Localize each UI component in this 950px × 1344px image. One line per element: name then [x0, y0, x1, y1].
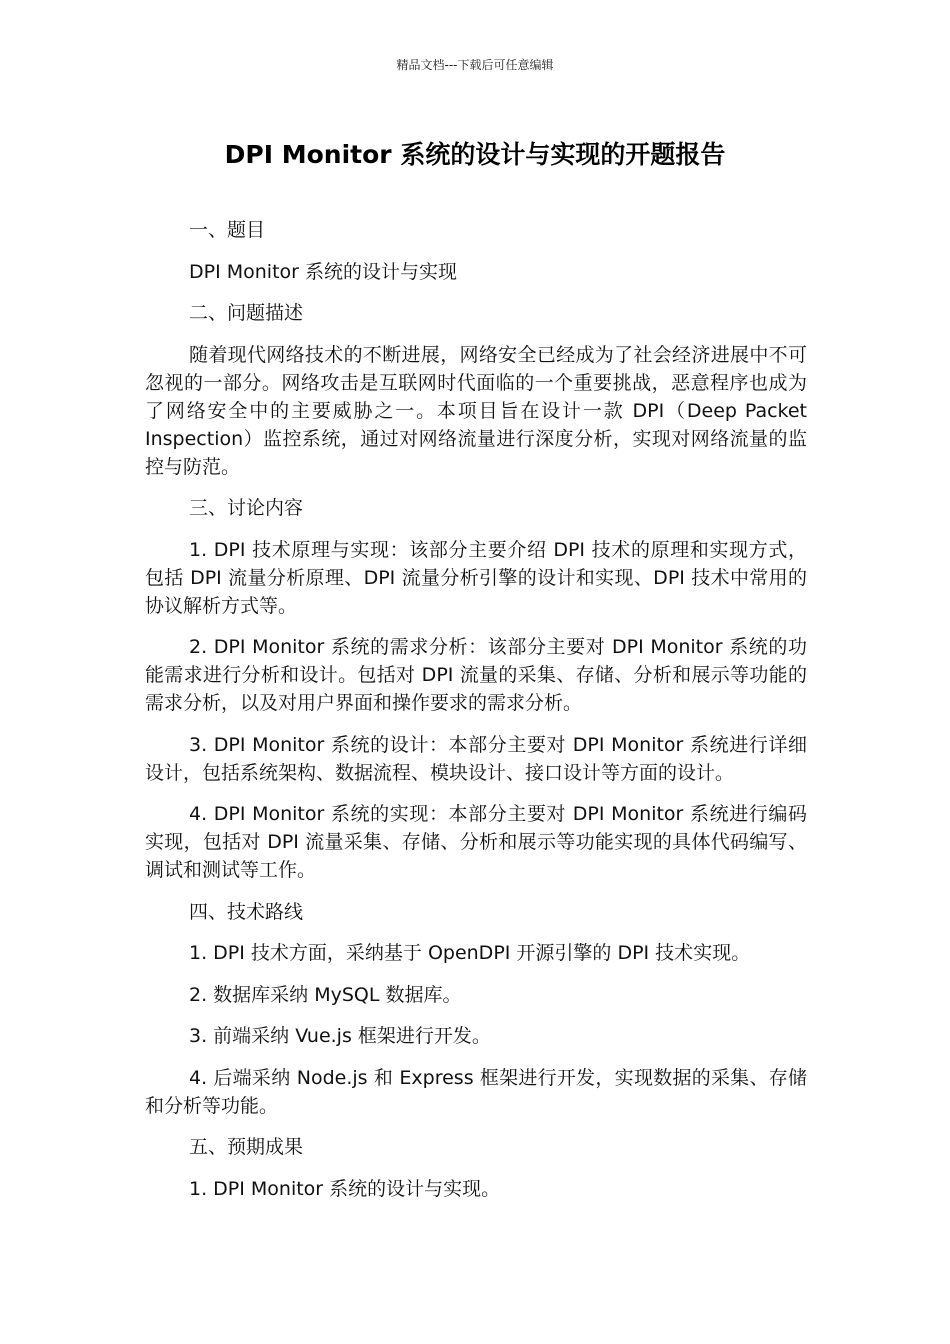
expected-result-item-1: 1. DPI Monitor 系统的设计与实现。 [189, 1177, 501, 1200]
section-heading-expected-results: 五、预期成果 [189, 1136, 304, 1158]
topic-text: DPI Monitor 系统的设计与实现 [189, 260, 457, 283]
content-item-1: 1. DPI 技术原理与实现：该部分主要介绍 DPI 技术的原理和实现方式，包括 DPI 流量分析原理、DPI 流量分析引擎的设计和实现、DPI 技术中常用的协议解析方式等。 [145, 538, 807, 617]
problem-description: 随着现代网络技术的不断进展，网络安全已经成为了社会经济进展中不可忽视的一部分。网络攻击是互联网时代面临的一个重要挑战，恶意程序也成为了网络安全中的主要威胁之一。本项目旨在设计一款 DPI（Deep Packet Inspection）监控系统，通过对网络流量进行深度分析，实现对网络流量的监控与防范。 [145, 343, 807, 478]
content-item-4: 4. DPI Monitor 系统的实现：本部分主要对 DPI Monitor 系统进行编码实现，包括对 DPI 流量采集、存储、分析和展示等功能实现的具体代码编写、调试和测试等工作。 [145, 803, 807, 881]
content-item-3: 3. DPI Monitor 系统的设计：本部分主要对 DPI Monitor 系统进行详细设计，包括系统架构、数据流程、模块设计、接口设计等方面的设计。 [145, 733, 807, 784]
document-title: DPI Monitor 系统的设计与实现的开题报告 [224, 140, 726, 169]
section-heading-topic: 一、题目 [189, 219, 266, 241]
tech-route-item-2: 2. 数据库采纳 MySQL 数据库。 [189, 983, 462, 1006]
section-heading-problem: 二、问题描述 [189, 302, 304, 324]
header-note: 精品文档---下载后可任意编辑 [396, 58, 554, 72]
tech-route-item-3: 3. 前端采纳 Vue.js 框架进行开发。 [189, 1025, 491, 1047]
content-item-2: 2. DPI Monitor 系统的需求分析：该部分主要对 DPI Monitor 系统的功能需求进行分析和设计。包括对 DPI 流量的采集、存储、分析和展示等功能的需求分析，以及对用户界面和操作要求的需求分析。 [145, 636, 807, 714]
section-heading-content: 三、讨论内容 [189, 497, 304, 519]
section-heading-tech-route: 四、技术路线 [189, 900, 304, 923]
tech-route-item-1: 1. DPI 技术方面，采纳基于 OpenDPI 开源引擎的 DPI 技术实现。 [189, 942, 751, 964]
tech-route-item-4: 4. 后端采纳 Node.js 和 Express 框架进行开发，实现数据的采集、存储和分析等功能。 [145, 1066, 807, 1117]
document-body [145, 216, 807, 1216]
